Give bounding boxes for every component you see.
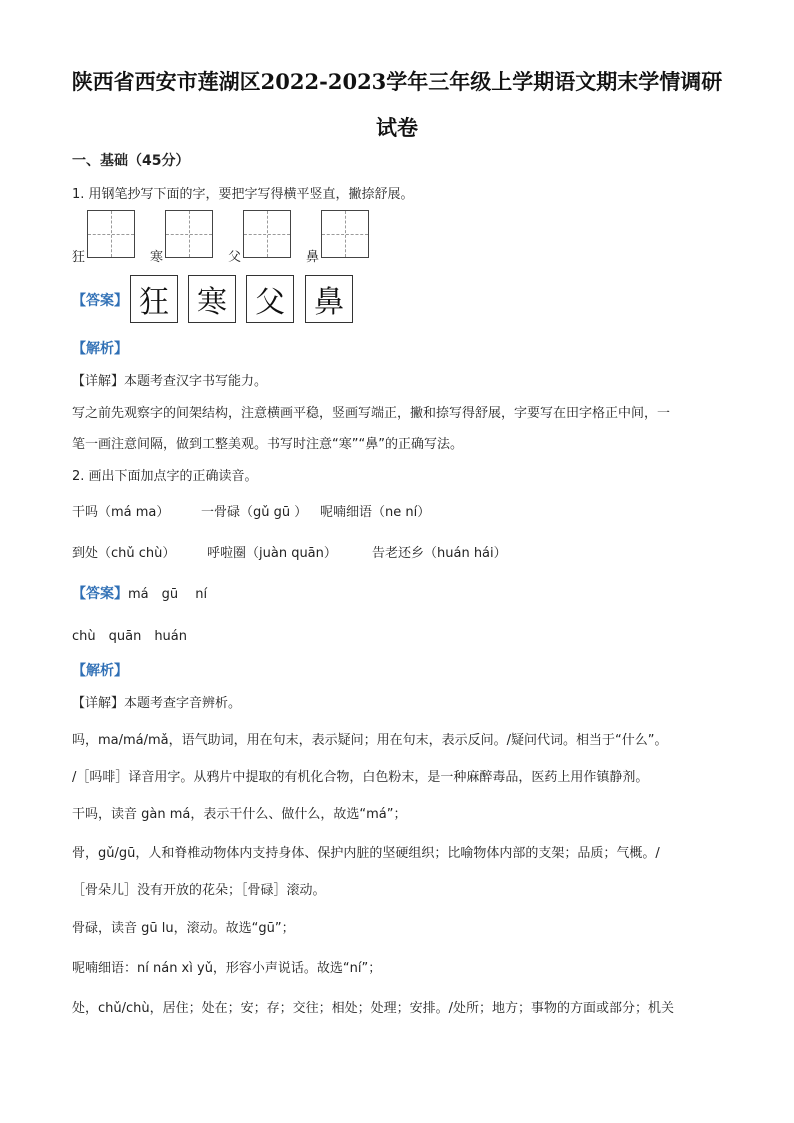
answer-char-1: 狂 (130, 275, 178, 323)
q2-item-3: 呢喃细语（ne ní） (320, 505, 431, 520)
q2-answer-label: 【答案】 (72, 586, 128, 602)
q1-answer-label: 【答案】 (72, 293, 128, 309)
practice-grid-1 (87, 210, 135, 258)
practice-char-1: 狂 (72, 250, 86, 265)
answer-char-2: 寒 (188, 275, 236, 323)
practice-char-4: 鼻 (306, 250, 320, 265)
q2-paragraph-2: /［吗啡］译音用字。从鸦片中提取的有机化合物，白色粉末，是一种麻醉毒品，医药上用作镇静剂。 (72, 770, 649, 785)
document-title-line2: 试卷 (376, 115, 418, 140)
q1-prompt: 1. 用钢笔抄写下面的字，要把字写得横平竖直，撇捺舒展。 (72, 187, 414, 202)
q2-analysis-label: 【解析】 (72, 663, 128, 679)
practice-char-3: 父 (228, 250, 242, 265)
section-heading: 一、基础（45分） (72, 153, 190, 169)
practice-char-2: 寒 (150, 250, 164, 265)
q2-paragraph-5: ［骨朵儿］没有开放的花朵；［骨碌］滚动。 (72, 883, 326, 898)
q1-explain-line2: 笔一画注意间隔，做到工整美观。书写时注意“寒”“鼻”的正确写法。 (72, 437, 463, 452)
q2-paragraph-1: 吗，ma/má/mǎ，语气助词，用在句末，表示疑问；用在句末，表示反问。/疑问代词。相当于“什么”。 (72, 733, 668, 748)
q2-answer-line2: chù quān huán (72, 629, 188, 644)
q2-detail: 【详解】本题考查字音辨析。 (72, 696, 242, 711)
document-title-line1: 陕西省西安市莲湖区2022-2023学年三年级上学期语文期末学情调研 (71, 69, 723, 94)
q1-explain-line1: 写之前先观察字的间架结构，注意横画平稳，竖画写端正，撇和捺写得舒展，字要写在田字格正中间，一 (72, 406, 671, 421)
q2-paragraph-8: 处，chǔ/chù，居住；处在；安；存；交往；相处；处理；安排。/处所；地方；事物的方面或部分；机关 (72, 1001, 675, 1016)
q2-item-5: 呼啦圈（juàn quān） (207, 546, 337, 561)
practice-grid-4 (321, 210, 369, 258)
answer-char-4: 鼻 (305, 275, 353, 323)
q2-item-2: 一骨碌（gǔ gū ） (201, 505, 308, 520)
q1-detail: 【详解】本题考查汉字书写能力。 (72, 374, 268, 389)
q2-item-1: 干吗（má ma） (72, 505, 170, 520)
q1-analysis-label: 【解析】 (72, 341, 128, 357)
answer-char-3: 父 (246, 275, 294, 323)
q2-paragraph-6: 骨碌，读音 gū lu，滚动。故选“gū”； (72, 921, 295, 936)
practice-grid-3 (243, 210, 291, 258)
q2-answer-line1: má gū ní (128, 587, 208, 602)
practice-grid-2 (165, 210, 213, 258)
q2-paragraph-4: 骨，gǔ/gū，人和脊椎动物体内支持身体、保护内脏的坚硬组织；比喻物体内部的支架；品质；气概。/ (72, 846, 660, 861)
q2-paragraph-3: 干吗，读音 gàn má，表示干什么、做什么，故选“má”； (72, 807, 407, 822)
q2-prompt: 2. 画出下面加点字的正确读音。 (72, 469, 258, 484)
q2-item-6: 告老还乡（huán hái） (372, 546, 507, 561)
q2-answer-row (72, 583, 207, 603)
q2-item-4: 到处（chǔ chù） (72, 546, 176, 561)
q2-paragraph-7: 呢喃细语：ní nán xì yǔ，形容小声说话。故选“ní”； (72, 961, 382, 976)
